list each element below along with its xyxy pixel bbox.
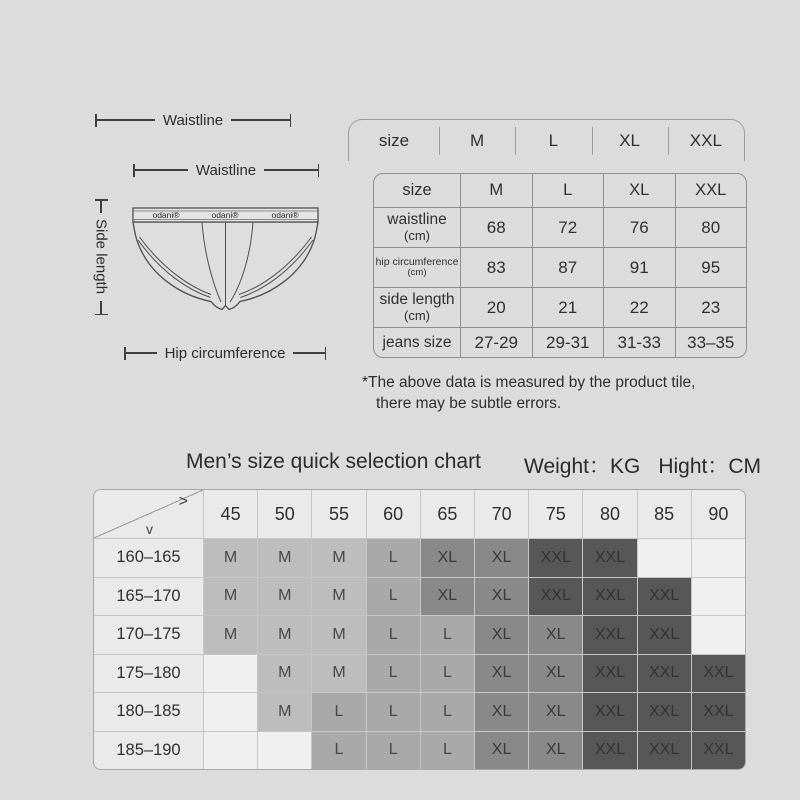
size-tab-bar	[348, 119, 745, 161]
size-cell-xxl: XXL	[692, 732, 745, 770]
size-cell-empty	[204, 732, 257, 770]
dimension-line	[97, 119, 155, 120]
size-cell-m: M	[312, 655, 365, 693]
size-cell-xxl: XXL	[638, 732, 691, 770]
size-cell-m: M	[258, 616, 311, 654]
size-table-row-label	[374, 288, 460, 327]
size-cell-m: M	[312, 539, 365, 577]
row-label-unit: (cm)	[404, 227, 430, 243]
size-cell-xl: XL	[529, 616, 582, 654]
weight-header-80: 80	[583, 490, 636, 538]
size-table-header-m: M	[461, 174, 532, 207]
size-cell-m: M	[258, 693, 311, 731]
size-cell-m: M	[204, 539, 257, 577]
dimension-tick	[325, 347, 327, 360]
size-cell-xl: XL	[475, 578, 528, 616]
size-cell-xxl: XXL	[529, 578, 582, 616]
height-row-label: 160–165	[94, 539, 203, 577]
size-cell-m: M	[204, 616, 257, 654]
size-cell-empty	[692, 616, 745, 654]
dimension-line	[100, 201, 101, 214]
height-row-label: 170–175	[94, 616, 203, 654]
weight-header-90: 90	[692, 490, 745, 538]
row-label-text: jeans size	[382, 333, 452, 351]
size-cell-empty	[692, 578, 745, 616]
dimension-line	[231, 119, 289, 120]
size-table-header-l: L	[533, 174, 604, 207]
size-cell-xl: XL	[475, 693, 528, 731]
size-table-value: 95	[676, 248, 747, 287]
size-cell-l: L	[367, 616, 420, 654]
row-label-unit: (cm)	[404, 307, 430, 323]
size-cell-empty	[204, 693, 257, 731]
size-cell-xxl: XXL	[638, 616, 691, 654]
size-cell-xl: XL	[529, 693, 582, 731]
size-cell-xxl: XXL	[583, 578, 636, 616]
size-cell-l: L	[421, 655, 474, 693]
size-tab-xl: XL	[592, 120, 668, 161]
brand-logo: odani®	[211, 210, 239, 220]
weight-header-55: 55	[312, 490, 365, 538]
size-cell-l: L	[421, 732, 474, 770]
size-table-value: 91	[604, 248, 675, 287]
size-cell-empty	[204, 655, 257, 693]
waistline-band-label: Waistline	[195, 161, 257, 179]
dimension-line	[126, 352, 157, 353]
size-table-value: 23	[676, 288, 747, 327]
height-row-label: 165–170	[94, 578, 203, 616]
size-tab-l: L	[515, 120, 591, 161]
size-selection-grid	[93, 489, 746, 770]
size-cell-l: L	[367, 578, 420, 616]
size-cell-xl: XL	[475, 616, 528, 654]
height-unit-label: Hight：CM	[658, 455, 762, 478]
row-label-text: hip circumference	[375, 256, 459, 268]
size-table-header-xxl: XXL	[676, 174, 747, 207]
size-table-value: 22	[604, 288, 675, 327]
size-table-value: 21	[533, 288, 604, 327]
side-length-label: Side length	[92, 219, 110, 295]
dimension-line	[135, 169, 188, 170]
size-cell-xxl: XXL	[583, 655, 636, 693]
note-line-2: there may be subtle errors.	[376, 395, 562, 412]
size-cell-m: M	[204, 578, 257, 616]
size-cell-l: L	[312, 693, 365, 731]
size-cell-m: M	[312, 578, 365, 616]
size-cell-empty	[692, 539, 745, 577]
side-length-dimension	[86, 199, 116, 315]
size-cell-xxl: XXL	[583, 693, 636, 731]
size-table-value: 68	[461, 208, 532, 247]
weight-header-75: 75	[529, 490, 582, 538]
size-cell-xxl: XXL	[583, 616, 636, 654]
dimension-line	[100, 301, 101, 314]
size-cell-xl: XL	[421, 578, 474, 616]
size-cell-empty	[638, 539, 691, 577]
weight-axis-arrow: >	[178, 493, 188, 510]
size-cell-xxl: XXL	[638, 578, 691, 616]
size-cell-l: L	[367, 732, 420, 770]
briefs-illustration	[118, 196, 342, 328]
size-cell-l: L	[367, 655, 420, 693]
waistline-dimension-top	[95, 112, 291, 128]
dimension-tick	[290, 114, 292, 127]
size-table-value: 20	[461, 288, 532, 327]
hip-dimension	[124, 345, 326, 361]
size-cell-xxl: XXL	[529, 539, 582, 577]
size-cell-m: M	[258, 578, 311, 616]
size-cell-xxl: XXL	[583, 732, 636, 770]
row-label-unit: (cm)	[407, 267, 427, 279]
size-cell-l: L	[421, 693, 474, 731]
dimension-tick	[95, 314, 108, 316]
grid-corner-cell	[94, 490, 203, 538]
size-table-value: 87	[533, 248, 604, 287]
size-table-value: 27-29	[461, 328, 532, 357]
size-cell-xl: XL	[475, 655, 528, 693]
waistline-top-label: Waistline	[162, 111, 224, 129]
selection-chart-title: Men’s size quick selection chart	[186, 450, 481, 473]
size-table-row-label	[374, 328, 460, 357]
size-cell-xl: XL	[475, 732, 528, 770]
weight-header-60: 60	[367, 490, 420, 538]
size-cell-l: L	[421, 616, 474, 654]
row-label-text: waistline	[387, 211, 447, 229]
size-cell-m: M	[258, 655, 311, 693]
note-line-1: *The above data is measured by the product tile,	[362, 374, 696, 391]
size-table-header-xl: XL	[604, 174, 675, 207]
weight-unit-label: Weight：KG	[524, 455, 641, 478]
dimension-line	[293, 352, 324, 353]
weight-header-70: 70	[475, 490, 528, 538]
measurement-note	[362, 372, 695, 414]
weight-header-50: 50	[258, 490, 311, 538]
height-axis-arrow: v	[146, 521, 153, 537]
size-cell-xxl: XXL	[638, 693, 691, 731]
size-tab-m: M	[439, 120, 515, 161]
dimension-line	[264, 169, 317, 170]
size-cell-xxl: XXL	[692, 655, 745, 693]
size-table-value: 29-31	[533, 328, 604, 357]
size-cell-xxl: XXL	[692, 693, 745, 731]
brand-logo: odani®	[152, 210, 180, 220]
size-table-value: 80	[676, 208, 747, 247]
size-table-row-label	[374, 248, 460, 287]
weight-header-85: 85	[638, 490, 691, 538]
size-cell-xl: XL	[529, 732, 582, 770]
height-row-label: 180–185	[94, 693, 203, 731]
waistline-dimension-band	[133, 162, 319, 178]
size-cell-xxl: XXL	[638, 655, 691, 693]
dimension-tick	[318, 164, 320, 177]
size-cell-xxl: XXL	[583, 539, 636, 577]
size-cell-xl: XL	[475, 539, 528, 577]
hip-circumference-label: Hip circumference	[164, 344, 286, 362]
size-table-header-size: size	[374, 174, 460, 207]
size-table-value: 83	[461, 248, 532, 287]
size-cell-xl: XL	[529, 655, 582, 693]
size-cell-xl: XL	[421, 539, 474, 577]
weight-header-65: 65	[421, 490, 474, 538]
size-cell-l: L	[367, 693, 420, 731]
size-cell-m: M	[312, 616, 365, 654]
row-label-text: side length	[379, 291, 455, 309]
brand-logo: odani®	[271, 210, 299, 220]
size-cell-m: M	[258, 539, 311, 577]
height-row-label: 185–190	[94, 732, 203, 770]
size-table-value: 33–35	[676, 328, 747, 357]
weight-header-45: 45	[204, 490, 257, 538]
size-cell-empty	[258, 732, 311, 770]
size-cell-l: L	[367, 539, 420, 577]
size-table	[373, 173, 747, 358]
size-table-value: 31-33	[604, 328, 675, 357]
size-table-value: 72	[533, 208, 604, 247]
size-table-row-label	[374, 208, 460, 247]
size-tab-xxl: XXL	[668, 120, 744, 161]
size-table-value: 76	[604, 208, 675, 247]
selection-chart-units	[524, 450, 761, 480]
height-row-label: 175–180	[94, 655, 203, 693]
size-cell-l: L	[312, 732, 365, 770]
size-tab-size: size	[378, 130, 410, 150]
